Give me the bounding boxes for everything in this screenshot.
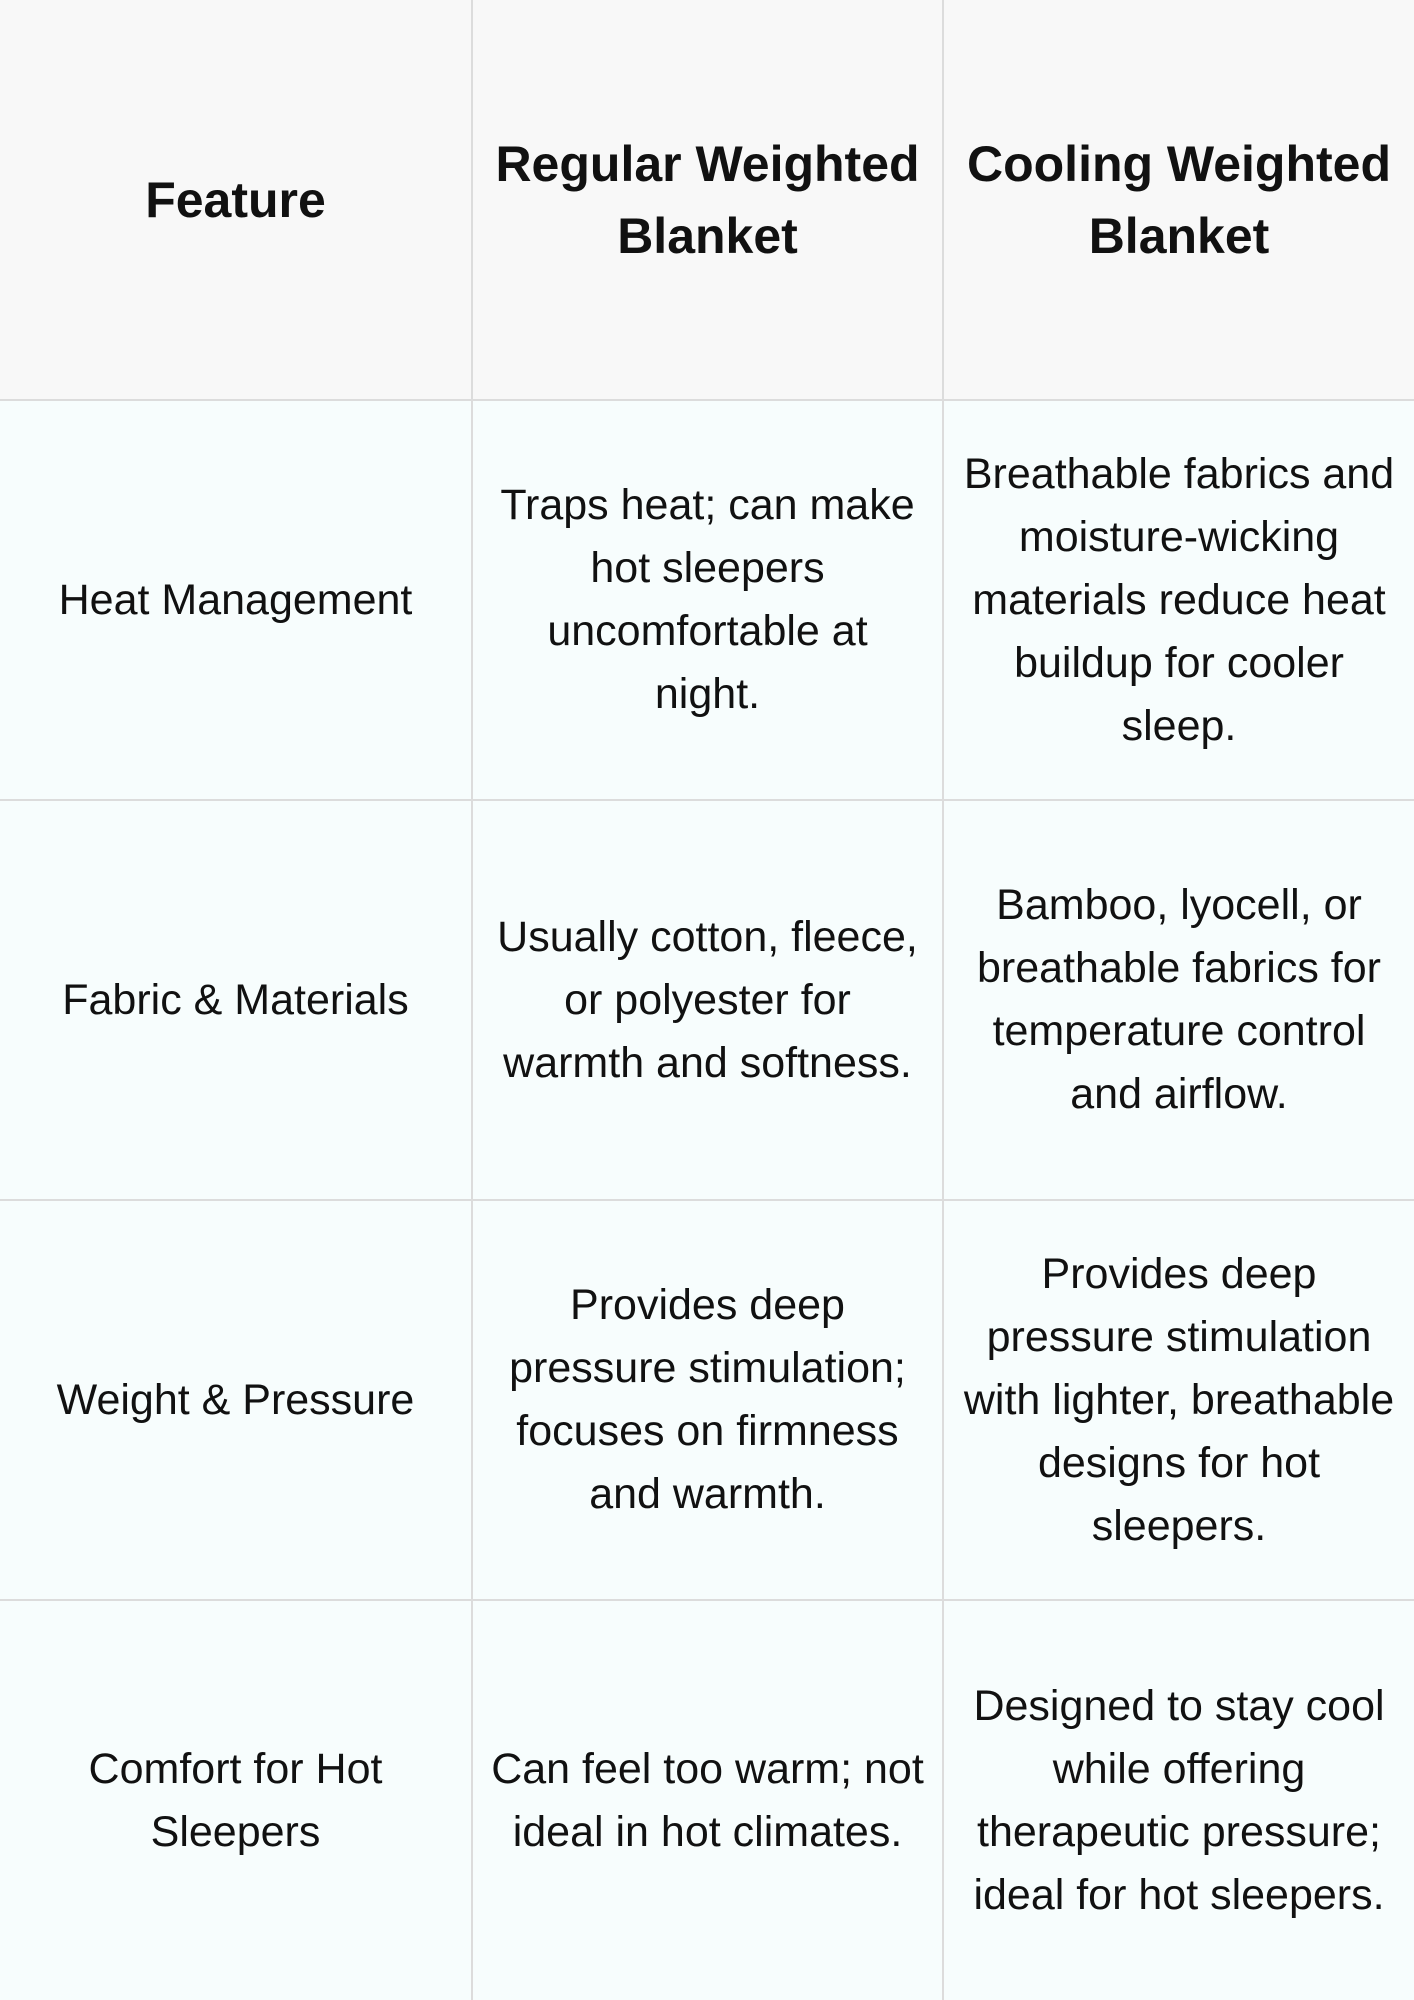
table-header [0, 0, 1414, 400]
feature-cell: Heat Management [0, 400, 472, 800]
feature-cell: Fabric & Materials [0, 800, 472, 1200]
cooling-cell: Provides deep pressure stimulation with lighter, breathable designs for hot sleepers. [943, 1200, 1414, 1600]
header-feature: Feature [0, 0, 472, 400]
cooling-cell: Bamboo, lyocell, or breathable fabrics for temperature control and airflow. [943, 800, 1414, 1200]
feature-cell: Weight & Pressure [0, 1200, 472, 1600]
feature-cell: Comfort for Hot Sleepers [0, 1600, 472, 2000]
regular-cell: Can feel too warm; not ideal in hot climates. [472, 1600, 943, 2000]
regular-cell: Usually cotton, fleece, or polyester for warmth and softness. [472, 800, 943, 1200]
regular-cell: Provides deep pressure stimulation; focuses on firmness and warmth. [472, 1200, 943, 1600]
header-cooling-weighted-blanket: Cooling Weighted Blanket [943, 0, 1414, 400]
table-row [0, 1200, 1414, 1600]
cooling-cell: Breathable fabrics and moisture-wicking materials reduce heat buildup for cooler sleep. [943, 400, 1414, 800]
table-body [0, 400, 1414, 2000]
table-row [0, 1600, 1414, 2000]
regular-cell: Traps heat; can make hot sleepers uncomfortable at night. [472, 400, 943, 800]
header-regular-weighted-blanket: Regular Weighted Blanket [472, 0, 943, 400]
header-row [0, 0, 1414, 400]
cooling-cell: Designed to stay cool while offering therapeutic pressure; ideal for hot sleepers. [943, 1600, 1414, 2000]
table-row [0, 400, 1414, 800]
table-row [0, 800, 1414, 1200]
